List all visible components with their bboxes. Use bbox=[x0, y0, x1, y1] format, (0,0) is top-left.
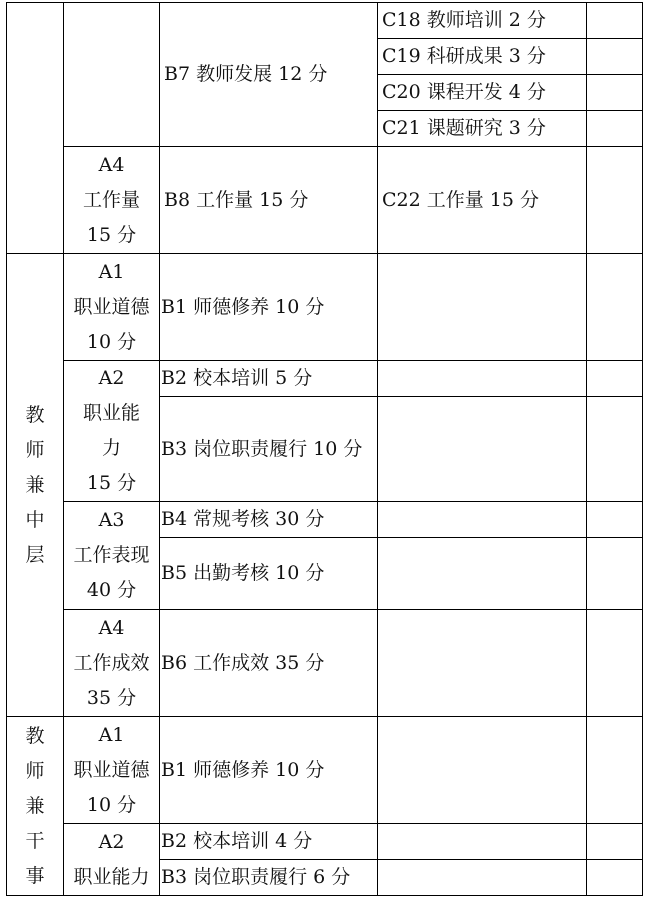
a-line: 15 分 bbox=[86, 472, 137, 494]
c-item-cell-empty bbox=[378, 824, 587, 860]
a-line: A2 bbox=[98, 830, 125, 853]
table-row bbox=[7, 147, 643, 254]
a-line: A1 bbox=[98, 260, 125, 283]
score-cell[interactable] bbox=[587, 254, 643, 361]
b-item-cell: B7 教师发展 12 分 bbox=[160, 3, 378, 147]
a-line: A3 bbox=[98, 509, 125, 531]
category-char: 事 bbox=[25, 864, 45, 887]
score-cell[interactable] bbox=[587, 538, 643, 610]
b-item-cell: B8 工作量 15 分 bbox=[160, 147, 378, 254]
a-line: 职业道德 bbox=[73, 758, 150, 781]
b-item-cell: B3 岗位职责履行 10 分 bbox=[160, 397, 378, 502]
a-cell bbox=[64, 147, 160, 254]
c-item-cell-empty bbox=[378, 538, 587, 610]
table-row bbox=[7, 610, 643, 717]
score-cell[interactable] bbox=[587, 824, 643, 860]
c-item-cell: C20 课程开发 4 分 bbox=[378, 75, 587, 111]
a-cell bbox=[64, 361, 160, 502]
a-cell bbox=[64, 824, 160, 896]
table-row bbox=[7, 502, 643, 538]
a-line: 工作量 bbox=[82, 188, 140, 211]
c-item-cell-empty bbox=[378, 717, 587, 824]
category-char: 师 bbox=[25, 759, 45, 782]
category-cell bbox=[7, 254, 64, 717]
c-item-cell-empty bbox=[378, 397, 587, 502]
c-item-cell-empty bbox=[378, 502, 587, 538]
category-char: 层 bbox=[25, 543, 45, 566]
score-cell[interactable] bbox=[587, 397, 643, 502]
score-cell[interactable] bbox=[587, 111, 643, 147]
b-item-cell: B1 师德修养 10 分 bbox=[160, 254, 378, 361]
a-line: 职业能力 bbox=[73, 865, 150, 888]
category-char: 教 bbox=[25, 724, 45, 747]
c-item-cell: C22 工作量 15 分 bbox=[378, 147, 587, 254]
category-char: 中 bbox=[25, 508, 45, 531]
c-item-cell-empty bbox=[378, 860, 587, 896]
c-item-cell: C19 科研成果 3 分 bbox=[378, 39, 587, 75]
a-line: 10 分 bbox=[86, 330, 137, 353]
category-char: 兼 bbox=[25, 473, 45, 496]
a-cell-empty bbox=[64, 3, 160, 147]
a-cell bbox=[64, 502, 160, 610]
score-cell[interactable] bbox=[587, 3, 643, 39]
score-cell[interactable] bbox=[587, 39, 643, 75]
a-line: A4 bbox=[98, 616, 125, 639]
a-line: 35 分 bbox=[86, 686, 137, 709]
a-line: 40 分 bbox=[86, 579, 137, 601]
category-char: 兼 bbox=[25, 794, 45, 817]
c-item-cell: C18 教师培训 2 分 bbox=[378, 3, 587, 39]
table-row bbox=[7, 254, 643, 361]
a-line: 10 分 bbox=[86, 793, 137, 816]
b-item-cell: B3 岗位职责履行 6 分 bbox=[160, 860, 378, 896]
b-item-cell: B6 工作成效 35 分 bbox=[160, 610, 378, 717]
a-cell bbox=[64, 717, 160, 824]
table-row bbox=[7, 824, 643, 860]
category-char: 师 bbox=[25, 438, 45, 461]
evaluation-table bbox=[6, 2, 643, 896]
score-cell[interactable] bbox=[587, 860, 643, 896]
table-row bbox=[7, 361, 643, 397]
category-char: 教 bbox=[25, 403, 45, 426]
score-cell[interactable] bbox=[587, 502, 643, 538]
a-line: 职业道德 bbox=[73, 295, 150, 318]
c-item-cell-empty bbox=[378, 254, 587, 361]
a-line: A1 bbox=[98, 723, 125, 746]
score-cell[interactable] bbox=[587, 361, 643, 397]
a-line: 15 分 bbox=[86, 223, 137, 246]
b-item-cell: B1 师德修养 10 分 bbox=[160, 717, 378, 824]
c-item-cell-empty bbox=[378, 361, 587, 397]
category-char: 干 bbox=[25, 829, 45, 852]
b-item-cell: B2 校本培训 5 分 bbox=[160, 361, 378, 397]
b-item-cell: B4 常规考核 30 分 bbox=[160, 502, 378, 538]
table-row bbox=[7, 717, 643, 824]
a-line: 职业能 bbox=[82, 402, 140, 424]
a-line: A4 bbox=[98, 153, 125, 176]
table-row bbox=[7, 3, 643, 39]
a-line: A2 bbox=[98, 367, 125, 389]
score-cell[interactable] bbox=[587, 717, 643, 824]
c-item-cell-empty bbox=[378, 610, 587, 717]
category-cell-empty bbox=[7, 3, 64, 254]
b-item-cell: B5 出勤考核 10 分 bbox=[160, 538, 378, 610]
a-line: 工作成效 bbox=[73, 651, 150, 674]
a-line: 工作表现 bbox=[73, 544, 150, 566]
category-cell bbox=[7, 717, 64, 896]
a-line: 力 bbox=[101, 437, 121, 459]
c-item-cell: C21 课题研究 3 分 bbox=[378, 111, 587, 147]
b-item-cell: B2 校本培训 4 分 bbox=[160, 824, 378, 860]
a-cell bbox=[64, 254, 160, 361]
a-cell bbox=[64, 610, 160, 717]
score-cell[interactable] bbox=[587, 147, 643, 254]
score-cell[interactable] bbox=[587, 610, 643, 717]
score-cell[interactable] bbox=[587, 75, 643, 111]
